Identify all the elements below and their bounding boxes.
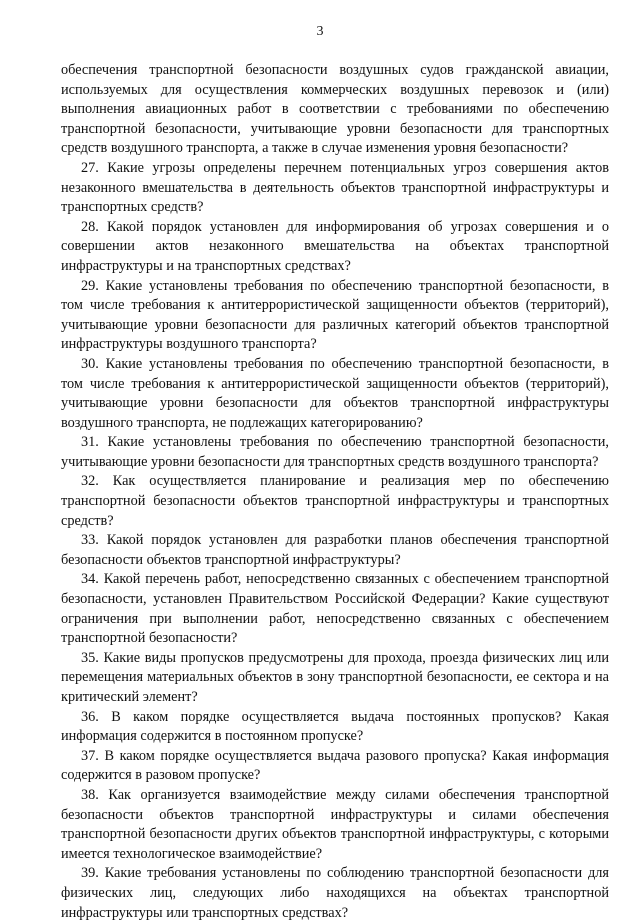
question-33: 33. Какой порядок установлен для разработки планов обеспечения транспортной безопасности объектов транспортной инфраструктуры? <box>61 532 609 568</box>
question-29: 29. Какие установлены требования по обеспечению транспортной безопасности, в том числе требования к антитеррористической защищенности объектов (территорий), учитывающие уровни безопасности для различных категорий объектов транспортной инфраструктуры воздушного транспорта? <box>61 277 609 353</box>
question-27: 27. Какие угрозы определены перечнем потенциальных угроз совершения актов незаконного вмешательства в деятельность объектов транспортной инфраструктуры и транспортных средств? <box>61 159 609 216</box>
document-body <box>61 61 609 923</box>
question-31: 31. Какие установлены требования по обеспечению транспортной безопасности, учитывающие уровни безопасности для транспортных средств воздушного транспорта? <box>61 434 609 470</box>
question-30: 30. Какие установлены требования по обеспечению транспортной безопасности, в том числе требования к антитеррористической защищенности объектов (территорий), учитывающие уровни безопасности для объектов транспортной инфраструктуры воздушного транспорта, не подлежащих категорированию? <box>61 355 609 431</box>
question-36: 36. В каком порядке осуществляется выдача постоянных пропусков? Какая информация содержится в постоянном пропуске? <box>61 708 609 745</box>
question-35: 35. Какие виды пропусков предусмотрены для прохода, проезда физических лиц или перемещения материальных объектов в зону транспортной безопасности, ее сектора и на критический элемент? <box>61 649 609 705</box>
question-37: 37. В каком порядке осуществляется выдача разового пропуска? Какая информация содержится в разовом пропуске? <box>61 747 609 784</box>
question-32: 32. Как осуществляется планирование и реализация мер по обеспечению транспортной безопасности объектов транспортной инфраструктуры и транспортных средств? <box>61 473 609 529</box>
question-39: 39. Какие требования установлены по соблюдению транспортной безопасности для физических лиц, следующих либо находящихся на объектах транспортной инфраструктуры или транспортных средствах? <box>61 865 609 921</box>
question-28: 28. Какой порядок установлен для информирования об угрозах совершения и о совершении актов незаконного вмешательства на объектах транспортной инфраструктуры и на транспортных средствах? <box>61 218 609 274</box>
question-38: 38. Как организуется взаимодействие между силами обеспечения транспортной безопасности объектов транспортной инфраструктуры и силами обеспечения транспортной безопасности других объектов транспортной инфраструктуры, с которыми имеется технологическое взаимодействие? <box>61 786 609 862</box>
question-34: 34. Какой перечень работ, непосредственно связанных с обеспечением транспортной безопасности, установлен Правительством Российской Федерации? Какие существуют ограничения при выполнении работ, непосредственно связанных с обеспечением транспортной безопасности? <box>61 571 609 647</box>
page-number: 3 <box>316 24 324 39</box>
paragraph-continuation: обеспечения транспортной безопасности воздушных судов гражданской авиации, используемых для осуществления коммерческих воздушных перевозок и (или) выполнения авиационных работ в соответствии с требованиями по обеспечению транспортной безопасности, учитывающие уровни безопасности для транспортных средств воздушного транспорта, а также в случае изменения уровня безопасности? <box>61 62 609 157</box>
